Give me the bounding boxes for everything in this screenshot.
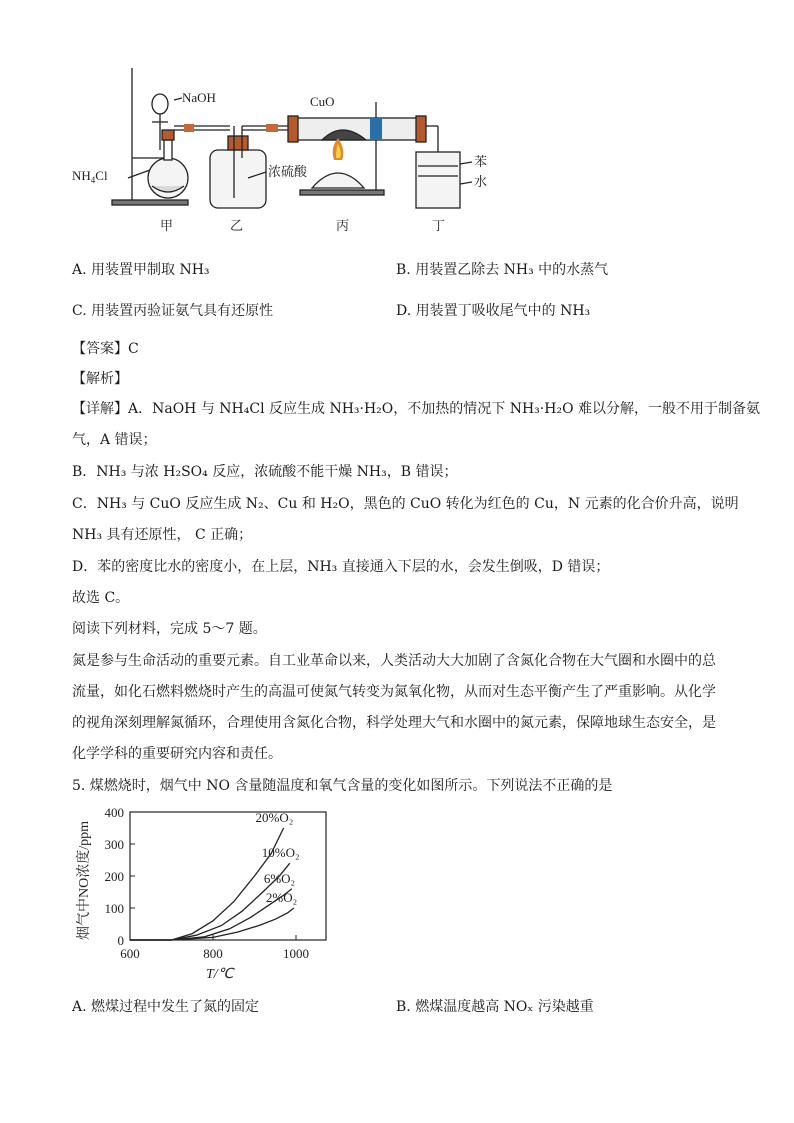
label-benzene: 苯	[474, 154, 488, 169]
y-tick-label: 300	[104, 837, 124, 852]
detail-line-3: B．NH₃ 与浓 H₂SO₄ 反应，浓硫酸不能干燥 NH₃，B 错误；	[72, 464, 458, 480]
series-line-0	[130, 828, 284, 940]
detail-line-4: C．NH₃ 与 CuO 反应生成 N₂、Cu 和 H₂O，黑色的 CuO 转化为红色的 Cu，N 元素的化合价升高，说明	[72, 496, 739, 512]
label-acid: 浓硫酸	[268, 164, 308, 179]
label-nh4cl: $NH_4Cl$	[72, 168, 108, 185]
series-label-0: 20%O₂	[255, 810, 294, 825]
label-ding: 丁	[432, 218, 446, 233]
x-tick-label: 800	[203, 946, 223, 961]
series-label-3: 2%O₂	[265, 890, 298, 905]
y-tick-label: 100	[104, 901, 124, 916]
detail-line-6: D．苯的密度比水的密度小，在上层，NH₃ 直接通入下层的水，会发生倒吸，D 错误；	[72, 559, 610, 575]
label-jia: 甲	[160, 218, 174, 233]
q4-option-c: C. 用装置丙验证氨气具有还原性	[72, 303, 274, 319]
apparatus-figure	[60, 60, 500, 240]
label-bing: 丙	[336, 218, 350, 233]
q4-option-d: D. 用装置丁吸收尾气中的 NH₃	[396, 303, 591, 319]
q4-option-a: A. 用装置甲制取 NH₃	[72, 262, 210, 278]
q4-option-b: B. 用装置乙除去 NH₃ 中的水蒸气	[396, 262, 609, 278]
chart-y-axis-label: 烟气中NO浓度/ppm	[77, 821, 92, 940]
detail-line-5: NH₃ 具有还原性， C 正确；	[72, 527, 253, 543]
analysis-title: 【解析】	[72, 371, 128, 387]
q5-option-a: A. 燃煤过程中发生了氮的固定	[72, 999, 260, 1015]
reading-prompt: 阅读下列材料，完成 5～7 题。	[72, 621, 267, 637]
y-tick-label: 400	[104, 805, 124, 820]
detail-line-7: 故选 C。	[72, 590, 130, 606]
answer: 【答案】C	[72, 341, 139, 357]
label-water: 水	[474, 174, 488, 189]
label-cuo: CuO	[310, 94, 335, 109]
chart-x-axis-label: T/℃	[206, 967, 234, 982]
x-tick-label: 600	[120, 946, 140, 961]
q5-stem: 5. 煤燃烧时，烟气中 NO 含量随温度和氧气含量的变化如图所示。下列说法不正确的是	[72, 778, 613, 794]
label-yi: 乙	[230, 218, 244, 233]
series-label-2: 6%O₂	[263, 870, 296, 886]
q5-option-b: B. 燃煤温度越高 NOₓ 污染越重	[396, 999, 594, 1015]
material-line-1: 氮是参与生命活动的重要元素。自工业革命以来，人类活动大大加剧了含氮化合物在大气圈和水圈中的总	[72, 653, 716, 669]
material-line-4: 化学学科的重要研究内容和责任。	[72, 746, 282, 762]
y-tick-label: 0	[117, 933, 124, 948]
detail-line-1: 【详解】A．NaOH 与 NH₄Cl 反应生成 NH₃·H₂O，不加热的情况下 NH₃·H₂O 难以分解，一般不用于制备氨	[72, 401, 760, 417]
no-concentration-chart	[70, 800, 340, 988]
series-line-3	[130, 908, 294, 940]
y-tick-label: 200	[104, 869, 124, 884]
material-line-3: 的视角深刻理解氮循环，合理使用含氮化合物，科学处理大气和水圈中的氮元素，保障地球生态安全，是	[72, 715, 716, 731]
label-naoh: NaOH	[182, 90, 216, 105]
material-line-2: 流量，如化石燃料燃烧时产生的高温可使氮气转变为氮氧化物，从而对生态平衡产生了严重影响。从化学	[72, 684, 716, 700]
series-label-1: 10%O₂	[261, 845, 300, 861]
detail-line-2: 气，A 错误；	[72, 432, 157, 448]
x-tick-label: 1000	[283, 946, 309, 961]
